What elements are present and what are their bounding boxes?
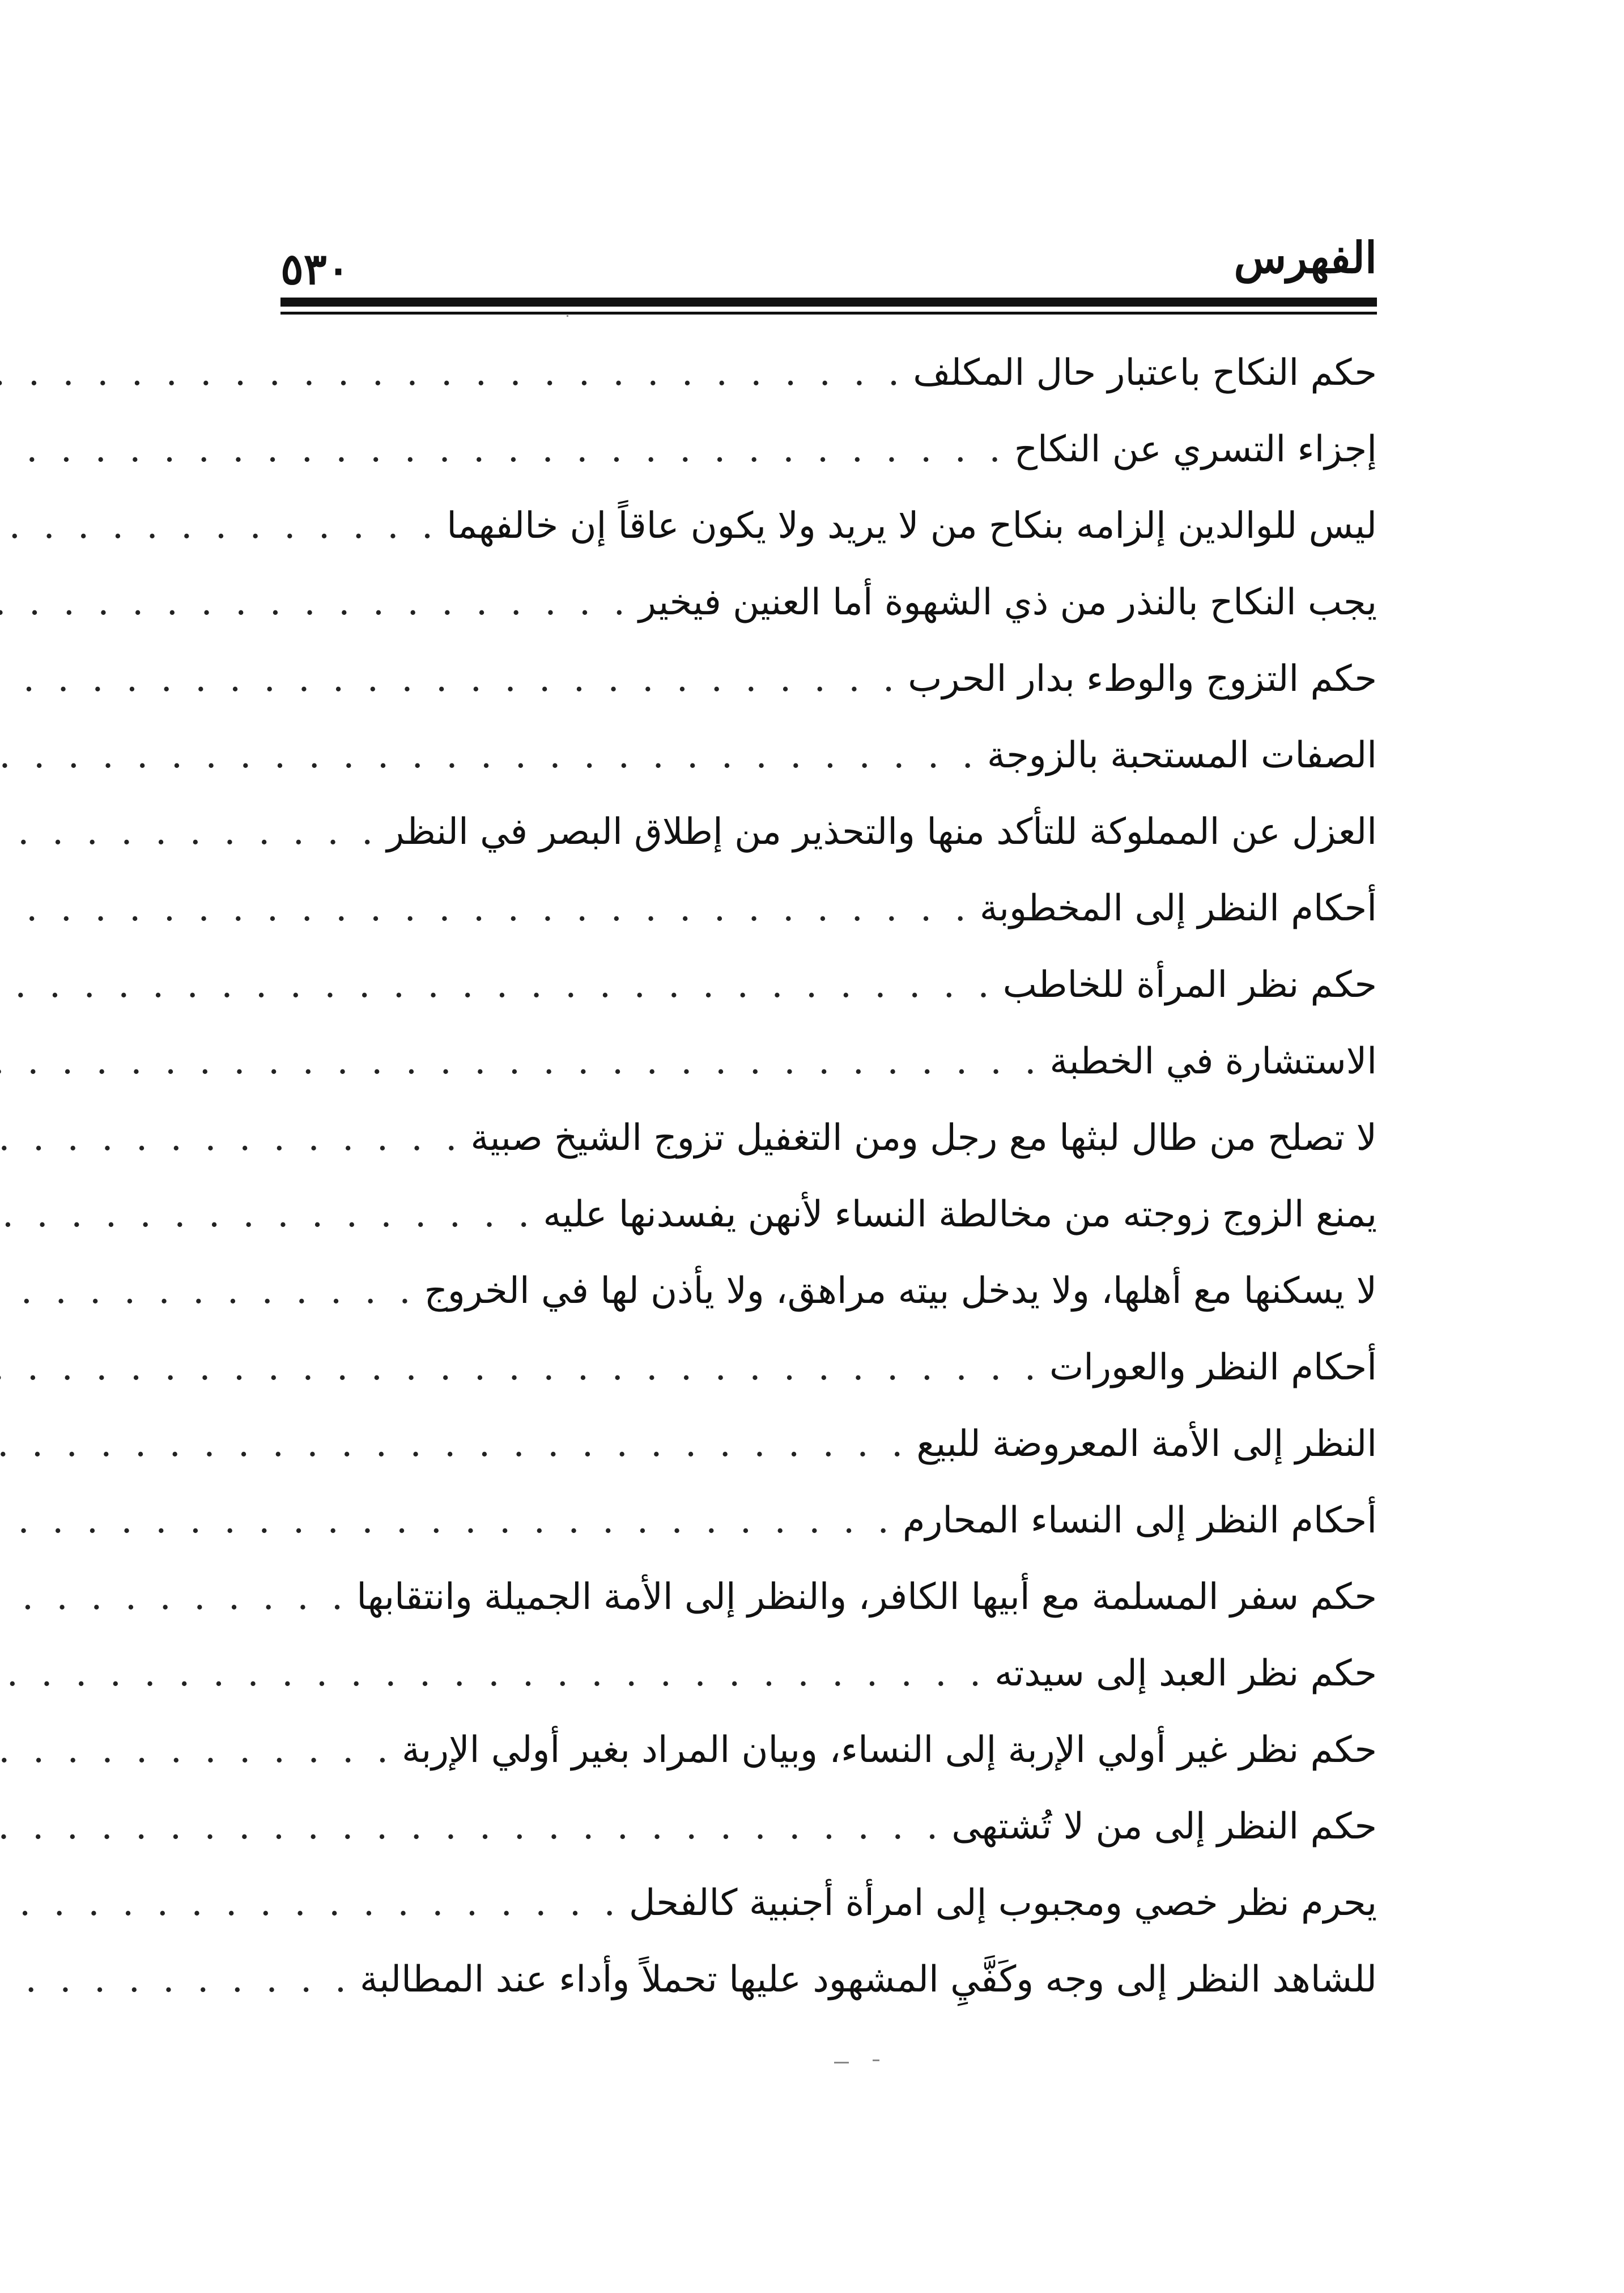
entry-title: ليس للوالدين إلزامه بنكاح من لا يريد ولا يكون عاقاً إن خالفهما <box>447 505 1377 547</box>
index-entry <box>280 640 1377 717</box>
entry-title: النظر إلى الأمة المعروضة للبيع <box>916 1423 1377 1465</box>
entry-title: العزل عن المملوكة للتأكد منها والتحذير من إطلاق البصر في النظر <box>386 811 1377 853</box>
index-entry <box>280 1941 1377 2018</box>
entry-title: حكم نظر العبد إلى سيدته <box>994 1653 1377 1695</box>
index-entry <box>280 717 1377 793</box>
index-entry <box>280 1712 1377 1788</box>
scan-speck <box>834 2062 849 2063</box>
index-entry <box>280 1329 1377 1405</box>
dot-leader <box>0 1100 462 1177</box>
entry-title: يجب النكاح بالنذر من ذي الشهوة أما العنين فيخير <box>638 581 1377 623</box>
index-entry <box>280 1023 1377 1099</box>
dot-leader <box>0 1024 1041 1100</box>
dot-leader <box>0 1177 535 1253</box>
dot-leader <box>0 1789 943 1865</box>
index-entry <box>280 1099 1377 1176</box>
entry-title: حكم سفر المسلمة مع أبيها الكافر، والنظر إلى الأمة الجميلة وانتقابها <box>356 1576 1377 1618</box>
index-entry <box>280 1559 1377 1635</box>
dot-leader <box>0 1636 987 1712</box>
running-header <box>280 230 1377 292</box>
header-rule-thick <box>280 298 1377 307</box>
index-entry <box>280 1865 1377 1941</box>
entry-title: يحرم نظر خصي ومجبوب إلى امرأة أجنبية كالفحل <box>628 1882 1377 1924</box>
entry-title: أحكام النظر والعورات <box>1049 1347 1377 1388</box>
index-entry <box>280 946 1377 1023</box>
entry-title: إجزاء التسري عن النكاح <box>1014 428 1377 470</box>
section-title: الفهرس <box>1234 232 1377 283</box>
scan-speck <box>567 315 568 317</box>
entry-title: لا تصلح من طال لبثها مع رجل ومن التغفيل تزوج الشيخ صبية <box>470 1117 1377 1159</box>
index-entry <box>280 1788 1377 1865</box>
entry-title: حكم نظر المرأة للخاطب <box>1002 964 1377 1006</box>
entry-title: حكم التزوج والوطء بدار الحرب <box>908 658 1377 700</box>
entry-title: أحكام النظر إلى النساء المحارم <box>902 1500 1377 1542</box>
header-rule-thin <box>280 312 1377 315</box>
dot-leader <box>0 794 379 871</box>
entry-title: يمنع الزوج زوجته من مخالطة النساء لأنهن يفسدنها عليه <box>543 1194 1377 1235</box>
index-entry <box>280 487 1377 564</box>
entry-title: لا يسكنها مع أهلها، ولا يدخل بيته مراهق، ولا يأذن لها في الخروج <box>424 1270 1377 1312</box>
dot-leader <box>0 1712 394 1789</box>
dot-leader <box>0 411 1006 488</box>
dot-leader <box>0 947 995 1024</box>
entry-title: حكم النظر إلى من لا تُشتهى <box>951 1806 1377 1848</box>
dot-leader <box>0 488 439 564</box>
index-entry <box>280 334 1377 411</box>
dot-leader <box>0 1865 621 1942</box>
index-entry <box>280 1252 1377 1329</box>
index-entry <box>280 1176 1377 1252</box>
entry-title: الاستشارة في الخطبة <box>1049 1041 1377 1082</box>
index-entry <box>280 1482 1377 1559</box>
dot-leader <box>0 564 631 641</box>
dot-leader <box>0 1253 416 1330</box>
dot-leader <box>0 335 905 411</box>
index-list <box>280 334 1377 2018</box>
index-entry <box>280 1635 1377 1712</box>
entry-title: الصفات المستحبة بالزوجة <box>987 734 1377 776</box>
entry-title: حكم نظر غير أولي الإربة إلى النساء، وبيان المراد بغير أولي الإربة <box>402 1729 1377 1771</box>
dot-leader <box>0 1330 1041 1406</box>
dot-leader <box>0 1483 895 1559</box>
index-entry <box>280 793 1377 870</box>
dot-leader <box>0 641 900 717</box>
entry-title: أحكام النظر إلى المخطوبة <box>979 888 1377 929</box>
scan-speck <box>873 2060 879 2061</box>
entry-title: للشاهد النظر إلى وجه وكَفَّيِ المشهود عليها تحملاً وأداء عند المطالبة <box>360 1959 1377 2001</box>
dot-leader <box>0 1559 348 1636</box>
index-entry <box>280 564 1377 640</box>
dot-leader <box>0 871 972 947</box>
dot-leader <box>0 717 979 794</box>
entry-title: حكم النكاح باعتبار حال المكلف <box>913 352 1377 394</box>
index-entry <box>280 870 1377 946</box>
page-number: ٥٣٠ <box>280 244 350 294</box>
dot-leader <box>0 1406 908 1483</box>
dot-leader <box>0 1942 352 2018</box>
index-entry <box>280 1405 1377 1482</box>
index-entry <box>280 411 1377 487</box>
